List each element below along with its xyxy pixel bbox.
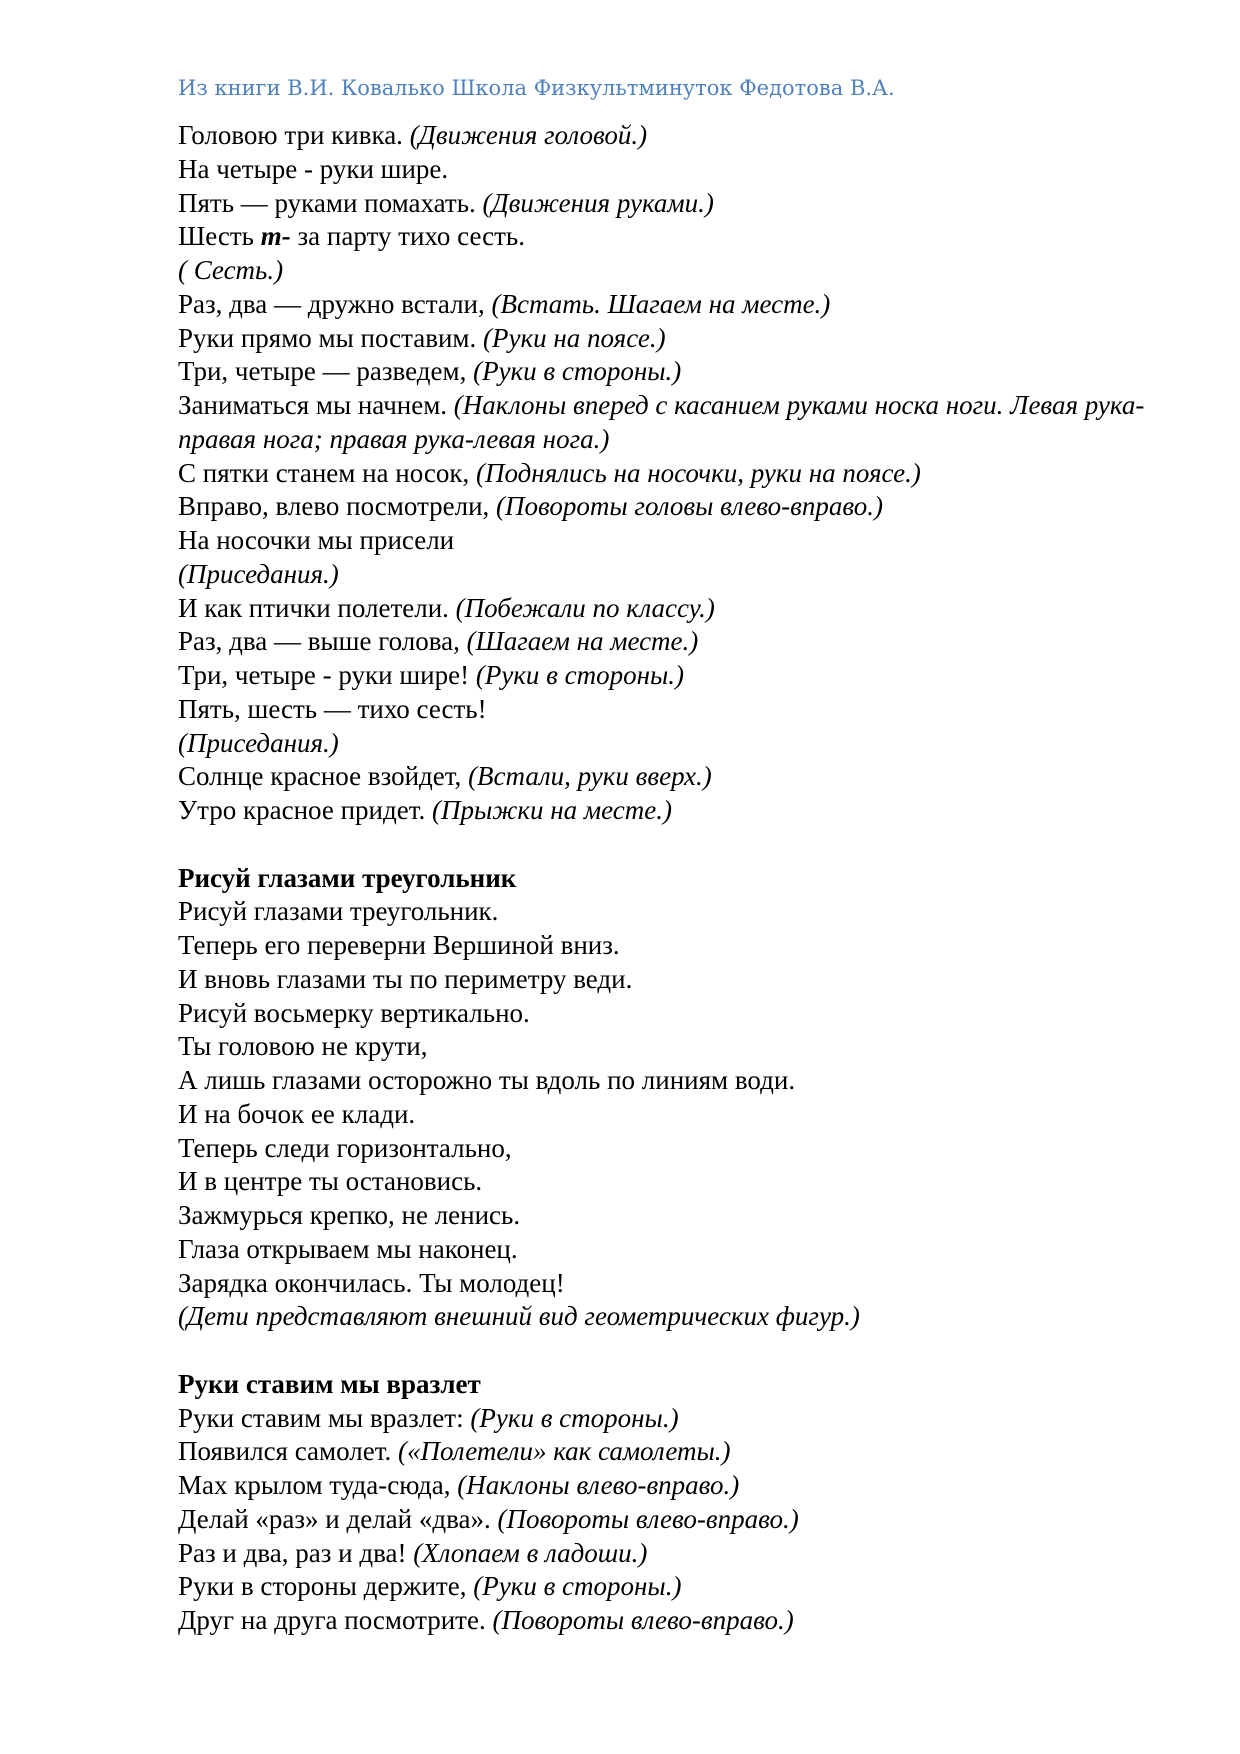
text-line: Руки ставим мы вразлет: (Руки в стороны.)	[178, 1402, 679, 1433]
text-line: С пятки станем на носок, (Поднялись на носочки, руки на поясе.)	[178, 457, 921, 488]
text-line: И на бочок ее клади.	[178, 1098, 416, 1129]
text-line: Рисуй глазами треугольник.	[178, 896, 499, 927]
text-line: Три, четыре - руки шире! (Руки в стороны.)	[178, 660, 685, 690]
section-3	[178, 1368, 1168, 1638]
text-line: А лишь глазами осторожно ты вдоль по линиям води.	[178, 1065, 796, 1095]
text-line: Утро красное придет. (Прыжки на месте.)	[178, 795, 672, 825]
blank-line	[178, 1334, 1168, 1368]
text-line: Зажмурься крепко, не ленись.	[178, 1200, 521, 1230]
text-line: Головою три кивка. (Движения головой.)	[178, 120, 648, 150]
section-2	[178, 862, 1168, 1335]
text-line: Зарядка окончилась. Ты молодец!	[178, 1267, 565, 1298]
section-1	[178, 119, 1168, 828]
text-line: На четыре - руки шире.	[178, 153, 449, 184]
text-line: Раз, два — дружно встали, (Встать. Шагаем на месте.)	[178, 288, 831, 319]
text-line: Раз и два, раз и два! (Хлопаем в ладоши.)	[178, 1537, 648, 1568]
text-line: И в центре ты остановись.	[178, 1166, 483, 1197]
text-line: (Дети представляют внешний вид геометрических фигур.)	[178, 1301, 860, 1332]
text-line: Пять — руками помахать. (Движения руками.)	[178, 187, 714, 218]
document-body	[178, 119, 1168, 1638]
text-line: Мах крылом туда-сюда, (Наклоны влево-вправо.)	[178, 1470, 740, 1500]
text-line: ( Сесть.)	[178, 255, 284, 285]
text-line: Теперь следи горизонтально,	[178, 1132, 512, 1163]
text-line: Появился самолет. («Полетели» как самолеты.)	[178, 1436, 731, 1467]
text-line: Глаза открываем мы наконец.	[178, 1233, 518, 1264]
text-line: Делай «раз» и делай «два». (Повороты влево-вправо.)	[178, 1503, 799, 1534]
text-line: Раз, два — выше голова, (Шагаем на месте.)	[178, 626, 699, 657]
section-title: Рисуй глазами треугольник	[178, 862, 517, 893]
text-line: Солнце красное взойдет, (Встали, руки вверх.)	[178, 761, 712, 792]
text-line: Три, четыре — разведем, (Руки в стороны.)	[178, 356, 682, 387]
blank-line	[178, 828, 1168, 862]
text-line: Вправо, влево посмотрели, (Повороты головы влево-вправо.)	[178, 491, 883, 522]
text-line: Рисуй восьмерку вертикально.	[178, 997, 530, 1028]
text-line: И вновь глазами ты по периметру веди.	[178, 963, 633, 994]
text-line: Заниматься мы начнем. (Наклоны вперед с касанием руками носка ноги. Левая рука-правая нога; правая рука-левая нога.)	[178, 390, 1145, 454]
text-line: Теперь его переверни Вершиной вниз.	[178, 930, 620, 960]
text-line: На носочки мы присели	[178, 525, 455, 555]
text-line: Пять, шесть — тихо сесть!	[178, 693, 487, 724]
page-header: Из книги В.И. Ковалько Школа Физкультминуток Федотова В.А.	[178, 76, 895, 100]
text-line: (Приседания.)	[178, 558, 339, 589]
text-line: Друг на друга посмотрите. (Повороты влево-вправо.)	[178, 1605, 794, 1635]
text-line: Ты головою не крути,	[178, 1031, 428, 1062]
text-line: Шесть т- за парту тихо сесть.	[178, 221, 525, 252]
text-line: (Приседания.)	[178, 727, 339, 758]
section-title: Руки ставим мы вразлет	[178, 1368, 481, 1399]
text-line: И как птички полетели. (Побежали по классу.)	[178, 592, 715, 623]
text-line: Руки прямо мы поставим. (Руки на поясе.)	[178, 322, 666, 353]
text-line: Руки в стороны держите, (Руки в стороны.)	[178, 1571, 682, 1602]
